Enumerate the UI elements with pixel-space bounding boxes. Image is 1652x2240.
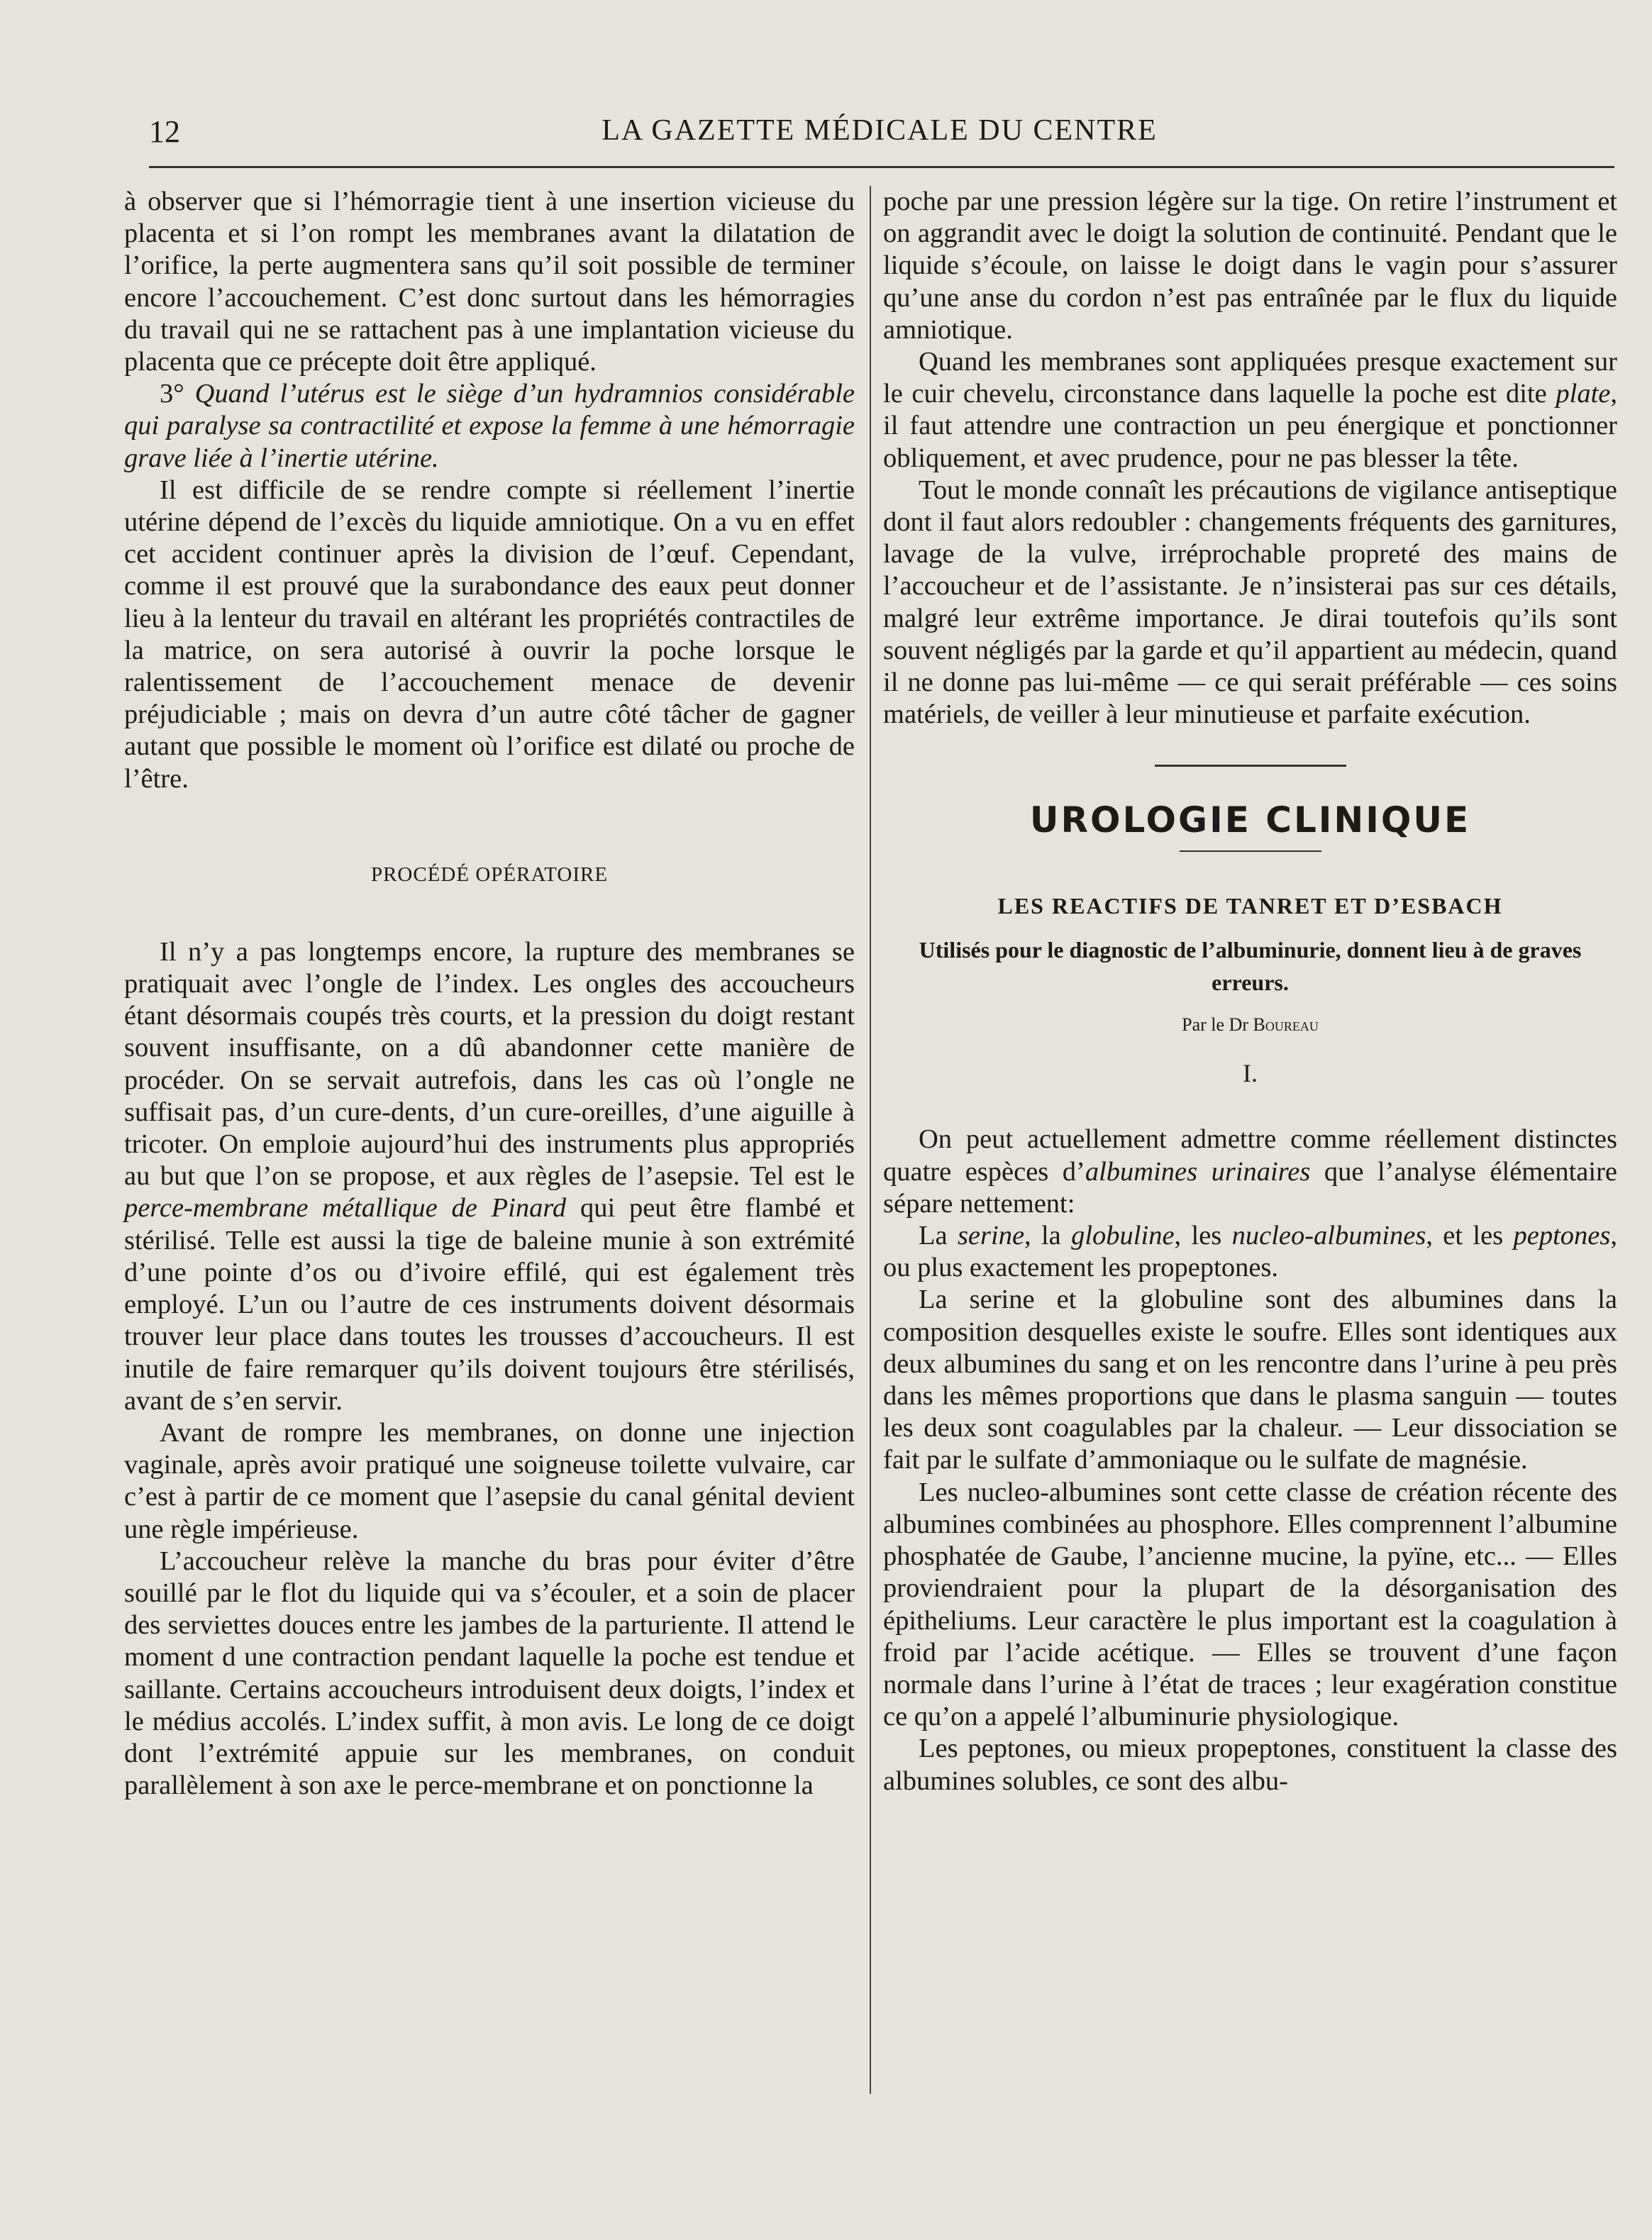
indication-text: Quand l’utérus est le siège d’un hydramnios considérable qui paralyse sa contractilité et expose la femme à une hémorragie grave liée à l’inertie utérine. bbox=[124, 379, 855, 473]
text-run: , la bbox=[1024, 1221, 1072, 1251]
paragraph bbox=[883, 1124, 1617, 1220]
paragraph: Il est difficile de se rendre compte si réellement l’inertie utérine dépend de l’excès du liquide amniotique. On a vu en effet cet accident continuer après la division de l’œuf. Cependant, comme il est prouvé que la surabondance des eaux peut donner lieu à la lenteur du travail en altérant les propriétés contractiles de la matrice, on sera autorisé à ouvrir la poche lorsque le ralentissement de l’accouchement menace de devenir préjudiciable ; mais on devra d’un autre côté tâcher de gagner autant que possible le moment où l’orifice est dilaté ou proche de l’être. bbox=[124, 475, 855, 794]
article-subtitle: Utilisés pour le diagnostic de l’albuminurie, donnent lieu à de graves erreurs. bbox=[919, 937, 1582, 996]
page-header bbox=[142, 113, 1617, 156]
byline-prefix: Par le Dr bbox=[1182, 1014, 1253, 1036]
column-divider bbox=[870, 186, 871, 2094]
part-number: I. bbox=[1243, 1059, 1258, 1088]
rubric-underline bbox=[1180, 850, 1321, 852]
italic-run: perce-membrane métallique de Pinard bbox=[124, 1193, 567, 1224]
numbered-indication bbox=[124, 378, 855, 475]
section-separator bbox=[1155, 765, 1346, 767]
text-run: , il faut attendre une contraction un peu énergique et ponctionner obliquement, et avec prudence, pour ne pas blesser la tête. bbox=[883, 379, 1617, 473]
text-run: La bbox=[919, 1221, 958, 1251]
paragraph: Tout le monde connaît les précautions de vigilance antiseptique dont il faut alors redoubler : changements fréquents des garnitures, lavage de la vulve, irréprochable propreté des mains de l’accoucheur et de l’assistante. Je n’insisterai pas sur ces détails, malgré leur extrême importance. Je dirai toutefois qu’ils sont souvent négligés par la garde et qu’il appartient au médecin, quand il ne donne pas lui-même — ce qui serait préférable — ces soins matériels, de veiller à leur minutieuse et parfaite exécution. bbox=[883, 475, 1617, 730]
section-heading: PROCÉDÉ OPÉRATOIRE bbox=[370, 863, 609, 886]
indication-number: 3° bbox=[160, 379, 195, 409]
header-rule bbox=[149, 166, 1614, 168]
text-run: , et les bbox=[1426, 1221, 1514, 1251]
rubric-heading: UROLOGIE CLINIQUE bbox=[1029, 799, 1471, 841]
paragraph: Les peptones, ou mieux propeptones, constituent la classe des albumines solubles, ce sont des albu- bbox=[883, 1734, 1617, 1796]
page-number: 12 bbox=[149, 114, 180, 149]
article-title: LES REACTIFS DE TANRET ET D’ESBACH bbox=[997, 893, 1503, 919]
italic-run: peptones bbox=[1513, 1221, 1611, 1251]
text-run: , ou plus exactement les propeptones. bbox=[883, 1221, 1617, 1283]
paragraph: L’accoucheur relève la manche du bras pour éviter d’être souillé par le flot du liquide qui va s’écouler, et a soin de placer des serviettes douces entre les jambes de la parturiente. Il attend le moment d une contraction pendant laquelle la poche est tendue et saillante. Certains accoucheurs introduisent deux doigts, l’index et le médius accolés. L’index suffit, à mon avis. Le long de ce doigt dont l’extrémité appuie sur les membranes, on conduit parallèlement à son axe le perce-membrane et on ponctionne la bbox=[124, 1546, 855, 1801]
italic-run: nucleo-albumines bbox=[1231, 1221, 1426, 1251]
text-run: qui peut être flambé et stérilisé. Telle est aussi la tige de baleine munie à son extrémité d’une pointe d’os ou d’ivoire effilé, qui est également très employé. L’un ou l’autre de ces instruments doivent désormais trouver leur place dans toutes les trousses d’accoucheurs. Il est inutile de faire remarquer qu’ils doivent toujours être stérilisés, avant de s’en servir. bbox=[124, 1193, 855, 1416]
italic-run: albumines urinaires bbox=[1085, 1156, 1311, 1187]
paragraph: à observer que si l’hémorragie tient à une insertion vicieuse du placenta et si l’on rompt les membranes avant la dilatation de l’orifice, la perte augmentera sans qu’il soit possible de terminer encore l’accouchement. C’est donc surtout dans les hémorragies du travail qui ne se rattachent pas à une implantation vicieuse du placenta que ce précepte doit être appliqué. bbox=[124, 187, 855, 377]
paragraph: Les nucleo-albumines sont cette classe de création récente des albumines combinées au phosphore. Elles comprennent l’albumine phosphatée de Gaube, l’ancienne mucine, la pyïne, etc... — Elles proviendraient pour la plupart de la désorganisation des épitheliums. Leur caractère le plus important est la coagulation à froid par l’acide acétique. — Elles se trouvent d’une façon normale dans l’urine à l’état de traces ; leur exagération constitue ce qu’on a appelé l’albuminurie physiologique. bbox=[883, 1477, 1617, 1732]
paragraph bbox=[883, 1220, 1617, 1284]
italic-run: globuline bbox=[1071, 1221, 1175, 1251]
journal-title: LA GAZETTE MÉDICALE DU CENTRE bbox=[602, 114, 1158, 147]
left-column bbox=[124, 186, 855, 1802]
italic-run: serine bbox=[957, 1221, 1025, 1251]
text-run: Quand les membranes sont appliquées presque exactement sur le cuir chevelu, circonstance dans laquelle la poche est dite bbox=[883, 347, 1617, 409]
byline-author: Boureau bbox=[1253, 1014, 1319, 1036]
text-run: Il n’y a pas longtemps encore, la rupture des membranes se pratiquait avec l’ongle de l’index. Les ongles des accoucheurs étant désormais coupés très courts, et la pression du doigt restant souvent insuffisante, on a dû abandonner cette manière de procéder. On se servait autrefois, dans les cas où l’ongle ne suffisait pas, d’un cure-dents, d’un cure-oreilles, d’une aiguille à tricoter. On emploie aujourd’hui des instruments plus appropriés au but que l’on se propose, et aux règles de l’asepsie. Tel est le bbox=[124, 936, 855, 1192]
paragraph: poche par une pression légère sur la tige. On retire l’instrument et on aggrandit avec le doigt la solution de continuité. Pendant que le liquide s’écoule, on laisse le doigt dans le vagin pour s’assurer qu’une anse du cordon n’est pas entraînée par le flux du liquide amniotique. bbox=[883, 187, 1617, 345]
text-run: On peut actuellement admettre comme réellement distinctes quatre espèces d’ bbox=[883, 1124, 1617, 1187]
text-run: que l’analyse élémentaire sépare nettement: bbox=[883, 1156, 1617, 1219]
paragraph: Avant de rompre les membranes, on donne une injection vaginale, après avoir pratiqué une soigneuse toilette vulvaire, car c’est à partir de ce moment que l’asepsie du canal génital devient une règle impérieuse. bbox=[124, 1417, 855, 1544]
text-run: , les bbox=[1174, 1221, 1232, 1251]
italic-run: plate bbox=[1556, 379, 1611, 409]
byline bbox=[883, 1014, 1617, 1036]
right-column bbox=[883, 186, 1617, 1797]
paragraph bbox=[124, 936, 855, 1417]
paragraph: La serine et la globuline sont des albumines dans la composition desquelles existe le soufre. Elles sont identiques aux deux albumines du sang et on les rencontre dans l’urine à peu près dans les mêmes proportions que dans le plasma sanguin — toutes les deux sont coagulables par la chaleur. — Leur dissociation se fait par le sulfate d’ammoniaque ou le sulfate de magnésie. bbox=[883, 1285, 1617, 1475]
paragraph bbox=[883, 346, 1617, 475]
